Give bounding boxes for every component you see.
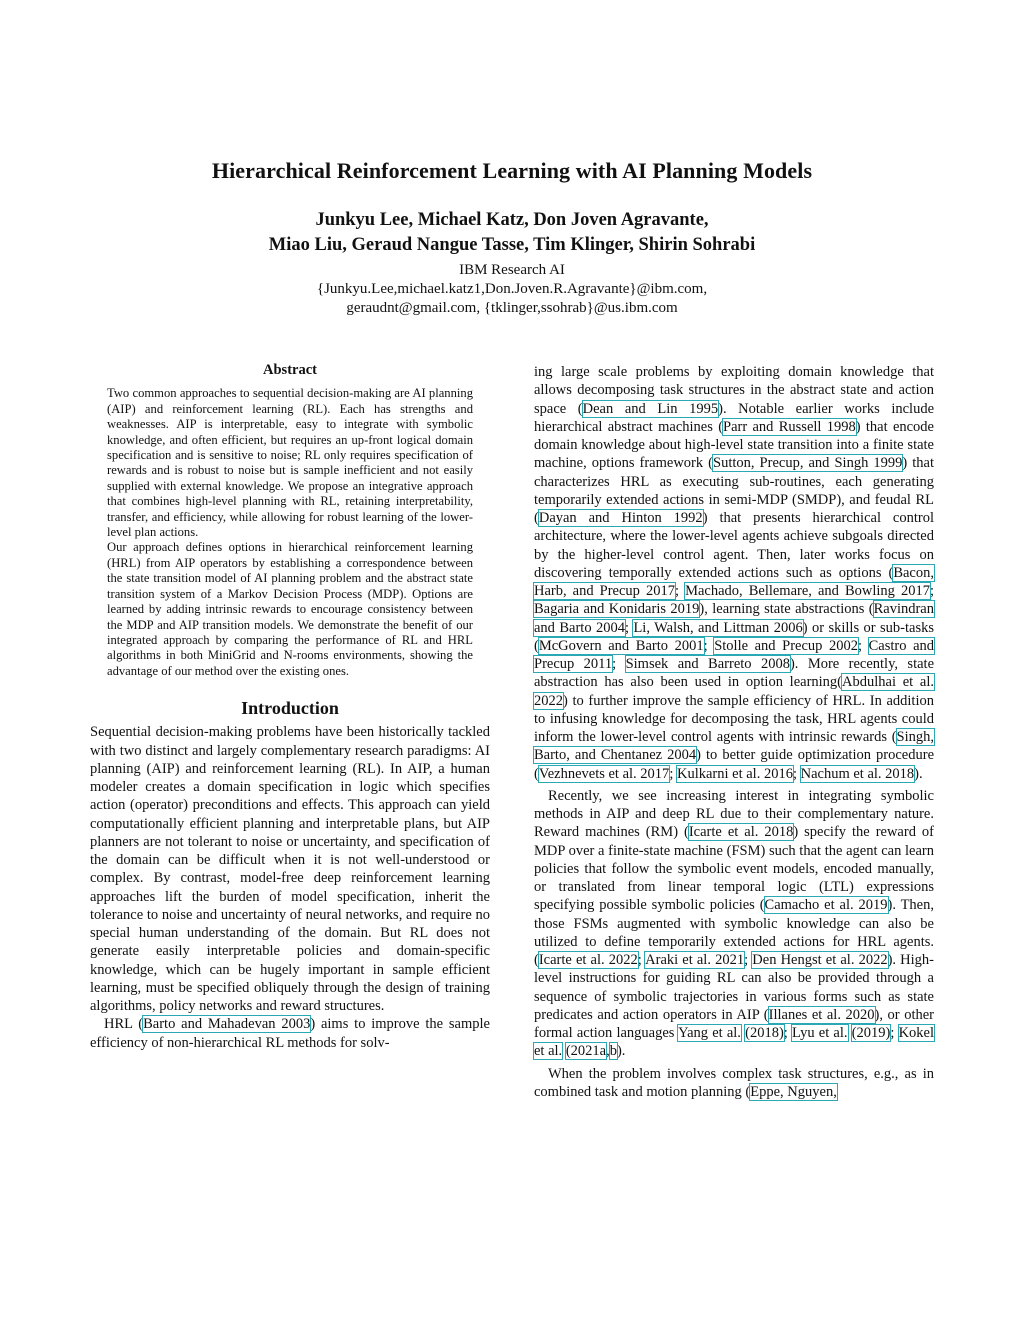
text-run: When the problem involves complex task structures, e.g., as in combined task and motion planning ( [534, 1065, 934, 1100]
citation-link[interactable]: (2018) [745, 1025, 784, 1041]
text-run: ) specify the reward of MDP over a finite-state machine (FSM) such that the agent can learn policies that follow the symbolic event models, encoded manually, or translated from linear temporal logic (LTL) expressions specifying possible symbolic policies ( [534, 824, 935, 914]
citation-link[interactable]: Den Hengst et al. 2022 [752, 952, 888, 968]
citation-link[interactable]: Icarte et al. 2022 [538, 952, 638, 968]
citation-link[interactable]: Machado, Bellemare, and Bowling 2017 [685, 583, 930, 599]
citation-link[interactable]: Dayan and Hinton 1992 [538, 510, 703, 526]
intro-p2-text-a: HRL ( [104, 1016, 144, 1033]
text-run: ) to further improve the sample efficiency of HRL. In addition to infusing knowledge for decomposing the task, HRL agents could inform the lower-level control agents with intrinsic rewards ( [534, 692, 934, 745]
emails-line-2: geraudnt@gmail.com, {tklinger,ssohrab}@us.ibm.com [346, 300, 678, 316]
text-run: ). [616, 1043, 626, 1060]
text-run: ) that encode domain knowledge about high-level state transition into a finite state machine, options framework ( [534, 418, 934, 472]
affiliation-block [0, 261, 1024, 318]
abstract-paragraph-1: Two common approaches to sequential decision-making are AI planning (AIP) and reinforcement learning (RL). Each has strengths and weaknesses. AIP is interpretable, easy to integrate with symbolic knowledge, and often efficient, but requires an up-front logical domain specification and is sensitive to noise; RL only requires specification of rewards and is robust to noise but is sample inefficient and not easily supplied with external knowledge. We propose an integrative approach that combines high-level planning with RL, retaining interpretability, transfer, and efficiency, while allowing for robust learning of the lower-level plan actions. [107, 386, 473, 540]
citation-link[interactable]: Bacon, Harb, and Precup 2017 [534, 564, 934, 599]
abstract-heading: Abstract [263, 362, 317, 378]
introduction-heading: Introduction [241, 698, 339, 719]
citation-link[interactable]: Icarte et al. 2018 [688, 824, 794, 841]
citation-link[interactable]: Lyu et al. [792, 1025, 848, 1041]
text-run: ; [612, 656, 626, 672]
text-run: , [606, 1043, 610, 1060]
text-run: ; [703, 637, 715, 654]
text-run: ). High-level instructions for guiding RL can also be provided through a sequence of symbolic trajectories in various forms such as state predicates and action operators in AIP ( [534, 952, 935, 1023]
citation-link[interactable]: Barto and Mahadevan 2003 [143, 1016, 311, 1033]
authors-line-1: Junkyu Lee, Michael Katz, Don Joven Agravante, [315, 210, 709, 230]
abstract [107, 363, 473, 679]
authors-line-2: Miao Liu, Geraud Nangue Tasse, Tim Klinger, Shirin Sohrabi [268, 235, 756, 255]
affiliation: IBM Research AI [459, 262, 565, 278]
citation-link[interactable]: b [609, 1043, 617, 1060]
text-run: ). Notable earlier works include hierarchical abstract machines ( [534, 400, 935, 435]
text-run: ; [669, 765, 677, 782]
text-run: ; [783, 1025, 793, 1041]
intro-p2-text-b: ) aims to improve the sample efficiency of non-hierarchical RL methods for solv- [90, 1016, 490, 1051]
citation-link[interactable]: Camacho et al. 2019 [764, 897, 888, 914]
text-run: ; [744, 952, 753, 968]
citation-link[interactable]: Abdulhai et al. 2022 [534, 674, 934, 709]
text-run: ) that presents hierarchical control architecture, where the lower-level agents achieve subgoals directed by the higher-level control agent. Then, later works focus on discovering temporally extended actions such as options ( [534, 510, 934, 581]
citation-link[interactable]: Ravindran and Barto 2004 [534, 601, 934, 636]
citation-link[interactable]: Sutton, Precup, and Singh 1999 [713, 455, 903, 472]
right-column [534, 363, 934, 1101]
text-run: ; [792, 765, 801, 782]
text-run: ; [929, 583, 935, 599]
citation-link[interactable]: Singh, Barto, and Chentanez 2004 [534, 729, 934, 764]
citation-link[interactable]: Simsek and Barreto 2008 [625, 656, 790, 672]
text-run: Recently, we see increasing interest in integrating symbolic methods in AIP and deep RL due to their complementary nature. Reward machines (RM) ( [534, 787, 934, 841]
text-run: ; [674, 583, 686, 599]
text-run: ). [914, 765, 923, 782]
citation-link[interactable]: Castro and Precup 2011 [534, 637, 935, 672]
abstract-paragraph-2: Our approach defines options in hierarchical reinforcement learning (HRL) from AIP operators by establishing a correspondence between the state transition model of AI planning problem and the abstract state transition system of a Markov Decision Process (MDP). Options are learned by adding intrinsic rewards to encourage consistency between the MDP and AIP transition models. We demonstrate the benefit of our integrated approach by comparing the performance of RL and HRL algorithms in both MiniGrid and N-rooms environments, showing the advantage of our method over the existing ones. [107, 540, 473, 678]
intro-paragraph-2 [90, 1015, 490, 1052]
text-run: ) or skills or sub-tasks ( [534, 619, 934, 654]
text-run: ; [858, 637, 869, 654]
text-run: ing large scale problems by exploiting domain knowledge that allows decomposing task structures in the abstract state and action space ( [534, 364, 934, 417]
citation-link[interactable]: Li, Walsh, and Littman 2006 [633, 619, 803, 636]
citation-link[interactable]: (2021a [565, 1043, 607, 1060]
left-column [90, 363, 490, 1052]
citation-link[interactable]: Nachum et al. 2018 [800, 765, 915, 782]
citation-link[interactable]: Kokel et al. [534, 1025, 935, 1060]
citation-link[interactable]: Illanes et al. 2020 [768, 1006, 875, 1023]
right-paragraph-2 [534, 787, 934, 1061]
text-run: ; [890, 1025, 899, 1041]
citation-link[interactable]: Stolle and Precup 2002 [714, 637, 858, 654]
text-run: ; [625, 619, 634, 636]
text-run: ) that characterizes HRL as executing sub-routines, each generating temporarily extended actions in semi-MDP (SMDP), and feudal RL ( [534, 455, 934, 526]
citation-link[interactable]: Parr and Russell 1998 [723, 418, 856, 435]
text-run: ). Then, those FSMs augmented with symbolic knowledge can also be utilized to define temporarily extended actions for HRL agents. ( [534, 897, 934, 968]
text-run: ) to better guide optimization procedure ( [534, 747, 935, 782]
citation-link[interactable]: Araki et al. 2021 [645, 952, 745, 968]
citation-link[interactable]: Yang et al. [678, 1025, 741, 1041]
text-run: ), or other formal action languages [534, 1006, 934, 1041]
citation-link[interactable]: Kulkarni et al. 2016 [676, 765, 793, 782]
text-run: ; [637, 952, 646, 968]
author-list [0, 208, 1024, 258]
citation-link[interactable]: Eppe, Nguyen, [750, 1083, 837, 1100]
citation-link[interactable]: McGovern and Barto 2001 [538, 637, 704, 654]
citation-link[interactable]: (2019) [851, 1025, 891, 1041]
text-run: ). More recently, state abstraction has also been used in option learning( [534, 656, 934, 691]
paper-title: Hierarchical Reinforcement Learning with AI Planning Models [211, 158, 813, 183]
citation-link[interactable]: Dean and Lin 1995 [582, 400, 719, 417]
emails-line-1: {Junkyu.Lee,michael.katz1,Don.Joven.R.Agravante}@ibm.com, [316, 281, 708, 297]
citation-link[interactable]: Vezhnevets et al. 2017 [538, 765, 670, 782]
right-paragraph-3 [534, 1065, 934, 1102]
right-paragraph-1 [534, 363, 934, 783]
intro-paragraph-1: Sequential decision-making problems have been historically tackled with two distinct and largely complementary research paradigms: AI planning (AIP) and reinforcement learning (RL). In AIP, a human modeler creates a domain specification in logic which specifies action (operator) preconditions and effects. This approach can yield computationally efficient planning and interpretable plans, but AIP planners are not tolerant to noise or uncertainty, and specification of the domain can be difficult when it is not well-understood or complex. By contrast, model-free deep reinforcement learning approaches lift the burden of model specification, inherit the tolerance to noise and uncertainty of neural networks, and require no special human understanding of the domain. But RL does not generate easily interpretable policies and domain-specific knowledge, which can be hugely important in sample efficient learning, must be specified obliquely through the design of training algorithms, policy networks and reward structures. [90, 724, 490, 1015]
citation-link[interactable]: Bagaria and Konidaris 2019 [534, 601, 700, 618]
text-run: ), learning state abstractions ( [699, 601, 874, 618]
